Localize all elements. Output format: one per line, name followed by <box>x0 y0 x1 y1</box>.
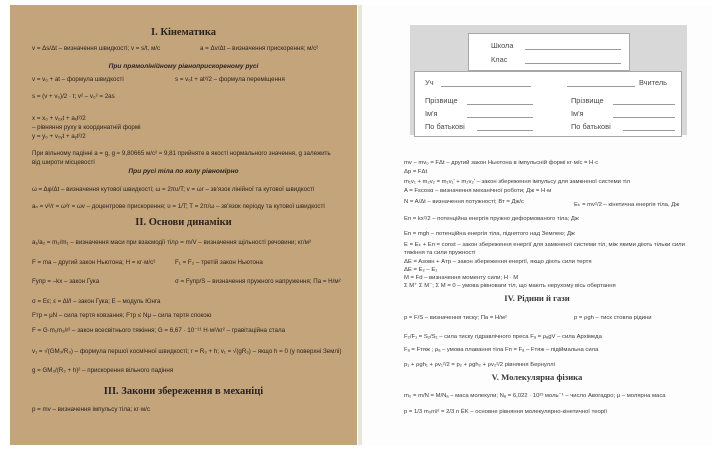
section-title: IV. Рідини й гази <box>504 293 570 303</box>
surname-line-teacher <box>613 104 675 105</box>
formula-line: – рівняння руху в координатній формі <box>32 124 141 131</box>
formula-line: F = ma – другий закон Ньютона; H = кг·м/с² <box>32 259 156 266</box>
school-label: Школа <box>491 41 514 50</box>
patronymic-line-student <box>477 130 533 131</box>
formula-line: a = Δv/Δt – визначення прискорення; м/с² <box>200 45 319 52</box>
formula-line: aₙ = v²/r = ω²r = ωv – доцентрове прискорення; υ = 1/T; T = 2π/ω – зв'язок періоду та кутової швидкості <box>32 203 325 210</box>
formula-line: s = v₀t + at²/2 – формула переміщення <box>175 76 285 83</box>
formula-line: ΔE = E₂ – E₁ <box>404 267 438 273</box>
section-title: II. Основи динаміки <box>135 217 232 228</box>
formula-line: p = F/S – визначення тиску; Па = Н/м² <box>404 315 507 321</box>
formula-line: v = Δs/Δt – визначення швидкості; v = s/t, м/с <box>32 45 161 52</box>
teacher-label: Вчитель <box>639 78 667 87</box>
formula-line: F₁ = F₂ – третій закон Ньютона <box>175 259 263 266</box>
formula-line: від широти місцевості <box>32 159 95 166</box>
formula-line: σ = Eε; ε = Δl/l – закон Гука; E – модуль Юнга <box>32 298 161 305</box>
student-line <box>441 86 531 87</box>
name-label-student: Ім'я <box>425 109 438 118</box>
formula-line: g = GM₃/(R₃ + h)² – прискорення вільного падіння <box>32 367 174 374</box>
surname-label-teacher: Прізвище <box>571 96 604 105</box>
formula-line: Δp = FΔt <box>404 169 428 175</box>
formula-line: Fₐ = Fтяж ; ρₐ – умова плавання тіла Fп = Fₐ – Fтяж – підіймальна сила <box>404 347 599 353</box>
formula-line: m₀ = m/N = M/Nₐ – маса молекули; Nₐ = 6,022 · 10²³ моль⁻¹ – число Авогадро; μ – молярна маса <box>404 393 666 399</box>
formula-line: E = Eₖ + Eп = const – закон збереження енергії для замкненої системи тіл, між якими діють тільки сили <box>404 242 685 248</box>
teacher-line <box>567 86 635 87</box>
school-line <box>525 49 621 50</box>
formula-line: F₂/F₁ = S₂/S₁ – сила тиску гідравлічного преса Fₐ = ρₐgV – сила Архімеда <box>404 334 602 340</box>
name-line-student <box>467 117 533 118</box>
formula-line: p = 1/3 m₀nv̄² = 2/3 n ĒK – основне рівняння молекулярно-кінетичної теорії <box>404 409 607 415</box>
formula-line: v₁ = √(GM₃/R₃) – формула першої космічної швидкості; r = R₃ + h; v₁ = √(gR₃) – якщо h = 0 (у поверхні Землі) <box>32 348 342 355</box>
formula-line: x = x₀ + v₀ₓt + aₓt²/2 <box>32 115 86 122</box>
formula-line: p = ρgh – тиск стовпа рідини <box>574 315 652 321</box>
patronymic-line-teacher <box>623 130 675 131</box>
surname-line-student <box>467 104 533 105</box>
patronymic-label-teacher: По батькові <box>571 122 611 131</box>
formula-line: A = Fscosα – визначення механічної роботи; Дж = Н·м <box>404 188 552 194</box>
formula-line: v = v₀ + at – формула швидкості <box>32 76 124 83</box>
school-class-panel <box>468 33 630 71</box>
formula-line: ω = Δφ/Δt – визначення кутової швидкості; ω = 2πυ/T; v = ωr – зв'язок лінійної та кутової швидкості <box>32 186 315 193</box>
formula-line: ΔE = Aзовн + Aтр – закон збереження енергії, якщо діють сили тертя <box>404 259 592 265</box>
section-title: III. Закони збереження в механіці <box>103 386 264 397</box>
formula-line: Eₖ = mv²/2 – кінетична енергія тіла, Дж <box>574 202 680 208</box>
formula-line: mv – mv₀ = FΔt – другий закон Ньютона в імпульсній формі кг·м/с = Н·с <box>404 160 599 166</box>
formula-line: Σ M⁺ Σ M⁻; Σ M = 0 – умова рівноваги тіл, що мають нерухому вісь обертання <box>404 283 616 289</box>
name-label-teacher: Ім'я <box>571 109 584 118</box>
formula-line: a₁/a₂ = m₂/m₁ – визначення маси при взаємодії тіл <box>32 239 175 246</box>
formula-line: s = (v + v₀)/2 · t; v² – v₀² = 2as <box>32 93 115 100</box>
formula-line: Fтр = μN – сила тертя ковзання; Fтр ≤ Nμ – сила тертя спокою <box>32 312 212 319</box>
section-subtitle: При прямолінійному рівноприскореному русі <box>108 63 259 70</box>
patronymic-label-student: По батькові <box>425 122 465 131</box>
formula-line: Fупр = –kx – закон Гука <box>32 278 100 285</box>
formula-line: p = mv – визначення імпульсу тіла; кг·м/с <box>32 406 150 413</box>
section-title: V. Молекулярна фізика <box>491 372 583 382</box>
formula-line: p₁ + ρgh₁ + ρv₁²/2 = p₂ + ρgh₂ + ρv₂²/2 рівняння Бернуллі <box>404 362 555 368</box>
class-line <box>525 63 621 64</box>
surname-label-student: Прізвище <box>425 96 458 105</box>
formula-line: y = y₀ + v₀ᵧt + aᵧt²/2 <box>32 133 86 140</box>
formula-line: F = G·m₁m₂/r² – закон всесвітнього тяжіння; G = 6,67 · 10⁻¹¹ Н·м²/кг² – гравітаційна стала <box>32 327 286 334</box>
class-label: Клас <box>491 55 508 64</box>
formula-line: Eп = kx²/2 – потенційна енергія пружно деформованого тіла; Дж <box>404 216 579 222</box>
section-subtitle: При русі тіла по колу рівномірно <box>128 168 239 175</box>
name-label-box <box>410 25 687 135</box>
student-teacher-panel <box>414 71 682 137</box>
name-line-teacher <box>613 117 675 118</box>
formula-line: тяжіння та сили пружності <box>404 250 476 256</box>
student-label: Уч <box>425 78 434 87</box>
formula-line: N = A/Δt – визначення потужності; Вт = Дж/с <box>404 199 524 205</box>
right-page-formulas <box>362 5 712 445</box>
left-page-formulas <box>10 5 357 445</box>
section-title: I. Кінематика <box>151 27 216 38</box>
formula-line: M = Fd – визначення моменту сили; H · M <box>404 275 519 281</box>
formula-line: ρ = m/V – визначення щільності речовини; кг/м³ <box>175 239 311 246</box>
formula-line: m₁v₁ + m₂v₂ = m₁v₁' + m₂v₂' – закон збереження імпульсу для замкненої системи тіл <box>404 179 631 185</box>
formula-line: Eп = mgh – потенційна енергія тіла, піднятого над Землею; Дж <box>404 231 575 237</box>
formula-line: σ = Fупр/S – визначення пружного напруження; Па = Н/м² <box>175 278 341 285</box>
formula-line: При вільному падінні a = g, g ≈ 9,80665 м/с² ≈ 9,81 прийняте в якості нормального значення, g залежить <box>32 150 331 157</box>
